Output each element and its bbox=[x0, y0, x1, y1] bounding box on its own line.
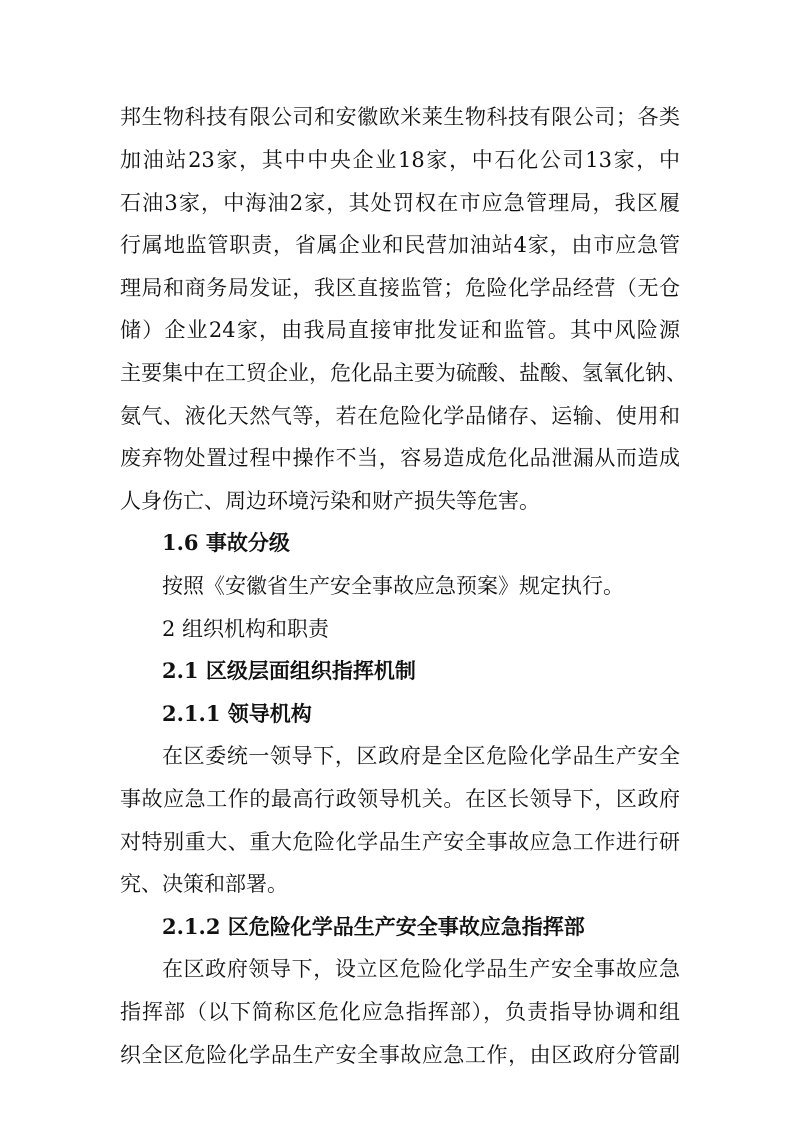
paragraph-line: 废弃物处置过程中操作不当，容易造成危化品泄漏从而造成 bbox=[120, 446, 680, 470]
section-heading-2-1-2: 2.1.2 区危险化学品生产安全事故应急指挥部 bbox=[162, 914, 585, 939]
paragraph-line: 主要集中在工贸企业，危化品主要为硫酸、盐酸、氢氧化钠、 bbox=[120, 361, 687, 385]
paragraph-line: 在区委统一领导下，区政府是全区危险化学品生产安全 bbox=[162, 744, 680, 768]
paragraph-line: 在区政府领导下，设立区危险化学品生产安全事故应急 bbox=[162, 957, 680, 981]
paragraph-line: 事故应急工作的最高行政领导机关。在区长领导下，区政府 bbox=[120, 787, 680, 811]
paragraph-line: 人身伤亡、周边环境污染和财产损失等危害。 bbox=[120, 489, 540, 513]
section-heading-1-6: 1.6 事故分级 bbox=[162, 530, 290, 555]
paragraph-line: 氨气、液化天然气等，若在危险化学品储存、运输、使用和 bbox=[120, 404, 680, 428]
paragraph-line: 究、决策和部署。 bbox=[120, 872, 288, 896]
paragraph-line: 理局和商务局发证，我区直接监管；危险化学品经营（无仓 bbox=[120, 276, 680, 300]
section-heading-2-1: 2.1 区级层面组织指挥机制 bbox=[162, 658, 416, 683]
paragraph-line: 邦生物科技有限公司和安徽欧米莱生物科技有限公司；各类 bbox=[120, 105, 680, 129]
paragraph-line: 储）企业24家，由我局直接审批发证和监管。其中风险源 bbox=[120, 318, 680, 342]
paragraph-line: 对特别重大、重大危险化学品生产安全事故应急工作进行研 bbox=[120, 830, 680, 854]
paragraph-line: 行属地监管职责，省属企业和民营加油站4家，由市应急管 bbox=[120, 233, 680, 257]
section-heading-2: 2 组织机构和职责 bbox=[162, 617, 330, 641]
paragraph-1-6: 按照《安徽省生产安全事故应急预案》规定执行。 bbox=[162, 574, 624, 598]
paragraph-line: 石油3家，中海油2家，其处罚权在市应急管理局，我区履 bbox=[120, 191, 680, 215]
paragraph-line: 指挥部（以下简称区危化应急指挥部），负责指导协调和组 bbox=[120, 1000, 680, 1024]
paragraph-line: 加油站23家，其中中央企业18家，中石化公司13家，中 bbox=[120, 148, 680, 172]
section-heading-2-1-1: 2.1.1 领导机构 bbox=[162, 701, 312, 726]
paragraph-line: 织全区危险化学品生产安全事故应急工作，由区政府分管副 bbox=[120, 1043, 680, 1067]
